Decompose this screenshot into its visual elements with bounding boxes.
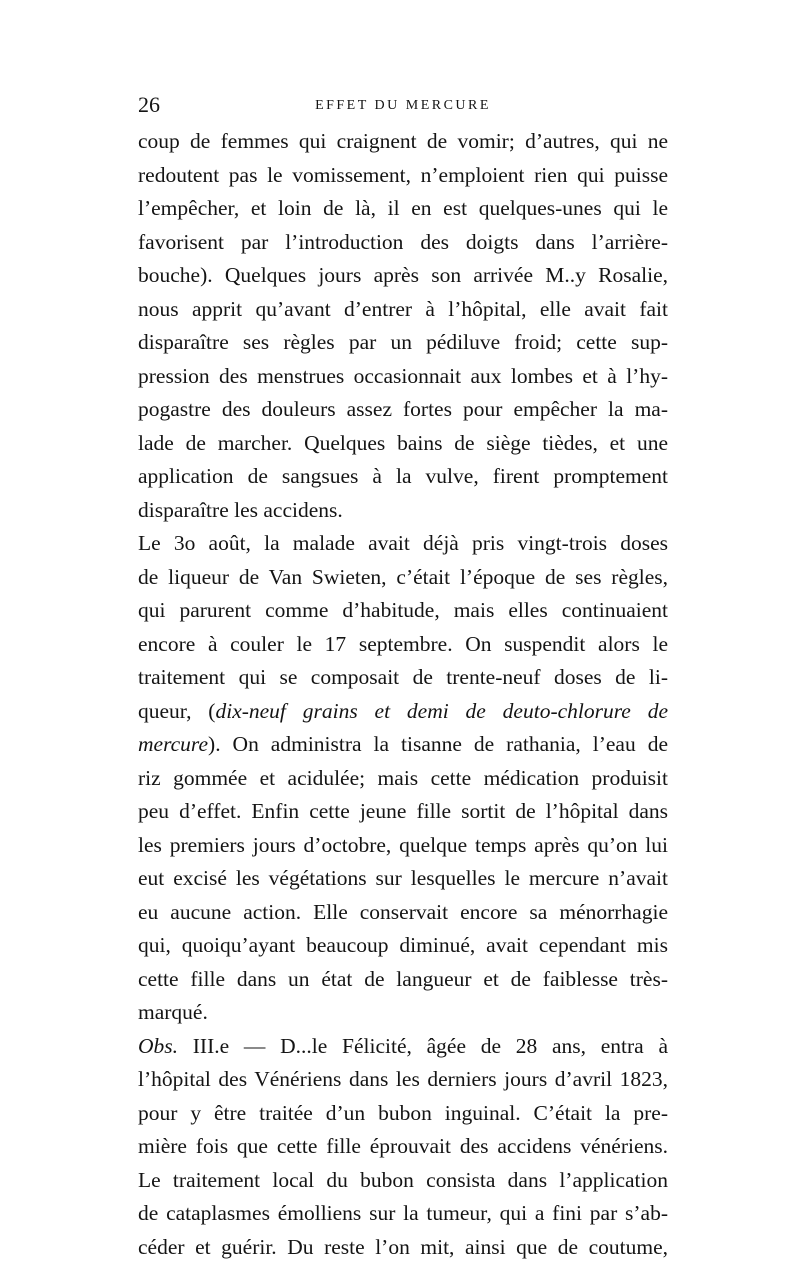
text-line: mière fois que cette fille éprouvait des accidens vénériens. (138, 1130, 668, 1164)
body-text (138, 125, 668, 1264)
text-line: qui parurent comme d’habitude, mais elles continuaient (138, 594, 668, 628)
text-segment: ). On administra la tisanne de rathania, l’eau de (208, 732, 668, 756)
text-line: de cataplasmes émolliens sur la tumeur, qui a fini par s’ab- (138, 1197, 668, 1231)
text-line-italic-mix (138, 695, 668, 729)
text-line: l’empêcher, et loin de là, il en est quelques-unes qui le (138, 192, 668, 226)
text-line: l’hôpital des Vénériens dans les derniers jours d’avril 1823, (138, 1063, 668, 1097)
text-line: de liqueur de Van Swieten, c’était l’époque de ses règles, (138, 561, 668, 595)
text-line: peu d’effet. Enfin cette jeune fille sortit de l’hôpital dans (138, 795, 668, 829)
text-line: pogastre des douleurs assez fortes pour empêcher la ma- (138, 393, 668, 427)
text-line: application de sangsues à la vulve, firent promptement (138, 460, 668, 494)
text-line: eu aucune action. Elle conservait encore sa ménorrhagie (138, 896, 668, 930)
text-line: cette fille dans un état de langueur et de faiblesse très- (138, 963, 668, 997)
text-segment: queur, ( (138, 699, 215, 723)
text-line: céder et guérir. Du reste l’on mit, ainsi que de coutume, (138, 1231, 668, 1264)
text-line: pour y être traitée d’un bubon inguinal. C’était la pre- (138, 1097, 668, 1131)
text-line: coup de femmes qui craignent de vomir; d’autres, qui ne (138, 125, 668, 159)
text-line: Le 3o août, la malade avait déjà pris vingt-trois doses (138, 527, 668, 561)
text-segment: III.e — D...le Félicité, âgée de 28 ans, entra à (178, 1034, 668, 1058)
text-line-italic-mix (138, 1030, 668, 1064)
italic-segment: mercure (138, 732, 208, 756)
running-title: EFFET DU MERCURE (138, 92, 668, 120)
text-line: riz gommée et acidulée; mais cette médication produisit (138, 762, 668, 796)
italic-segment: dix-neuf grains et demi de deuto-chlorure de (215, 699, 668, 723)
text-line: Le traitement local du bubon consista dans l’application (138, 1164, 668, 1198)
text-line: pression des menstrues occasionnait aux lombes et à l’hy- (138, 360, 668, 394)
text-line-italic-mix (138, 728, 668, 762)
running-head (138, 90, 668, 120)
text-line: bouche). Quelques jours après son arrivée M..y Rosalie, (138, 259, 668, 293)
text-line: disparaître les accidens. (138, 494, 668, 528)
text-line: lade de marcher. Quelques bains de siège tièdes, et une (138, 427, 668, 461)
text-line: redoutent pas le vomissement, n’emploient rien qui puisse (138, 159, 668, 193)
italic-segment: Obs. (138, 1034, 178, 1058)
text-line: les premiers jours d’octobre, quelque temps après qu’on lui (138, 829, 668, 863)
text-line: disparaître ses règles par un pédiluve froid; cette sup- (138, 326, 668, 360)
text-line: favorisent par l’introduction des doigts dans l’arrière- (138, 226, 668, 260)
text-line: qui, quoiqu’ayant beaucoup diminué, avait cependant mis (138, 929, 668, 963)
text-line: nous apprit qu’avant d’entrer à l’hôpital, elle avait fait (138, 293, 668, 327)
text-line: marqué. (138, 996, 668, 1030)
page-number: 26 (138, 90, 160, 120)
text-line: encore à couler le 17 septembre. On suspendit alors le (138, 628, 668, 662)
text-line: eut excisé les végétations sur lesquelles le mercure n’avait (138, 862, 668, 896)
text-line: traitement qui se composait de trente-neuf doses de li- (138, 661, 668, 695)
